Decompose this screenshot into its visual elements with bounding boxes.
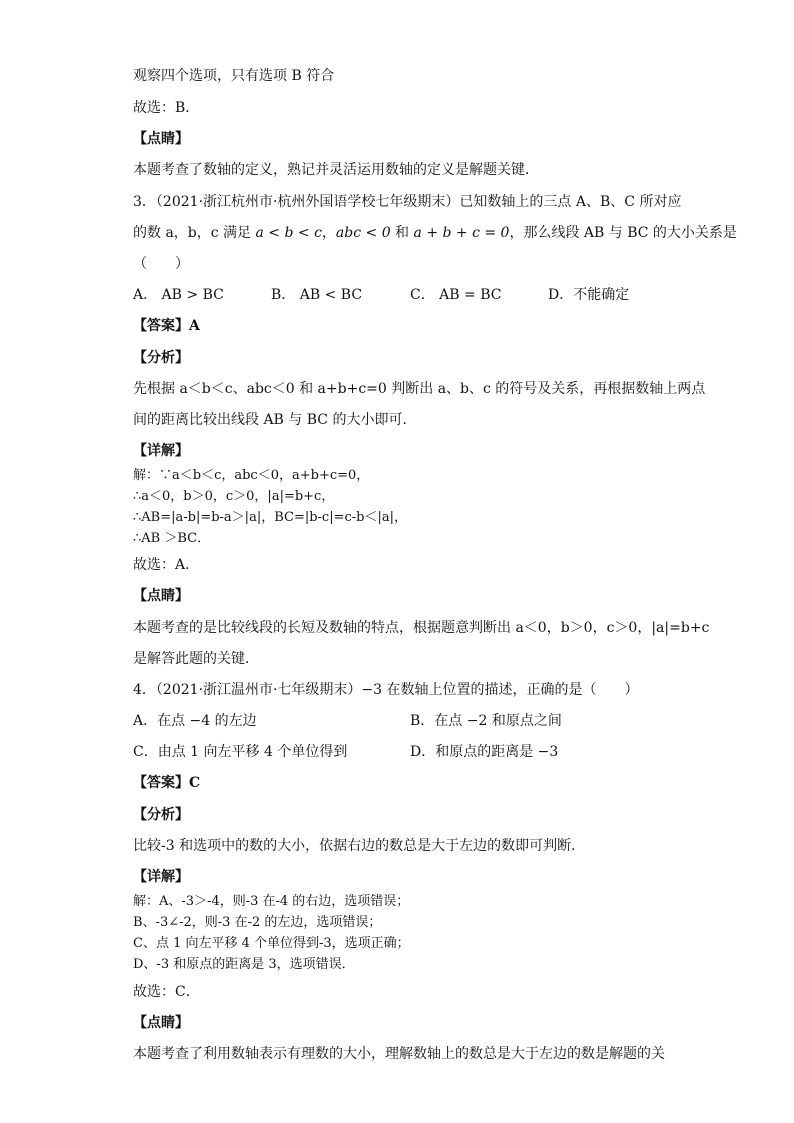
section-tag-dianjing: 【点睛】 [133, 131, 189, 147]
solution-line: ∴AB=|a-b|=b-a＞|a|，BC=|b-c|=c-b＜|a|， [133, 510, 407, 525]
solution-line: ∴a＜0，b＞0，c＞0，|a|=b+c， [133, 489, 335, 504]
option-d: D．不能确定 [548, 287, 630, 303]
solution-line: D、-3 和原点的距离是 3，选项错误． [133, 957, 355, 972]
solution-line: 故选：A． [133, 557, 200, 573]
section-tag-xiangjie: 【详解】 [133, 869, 189, 885]
comment-line: 本题考查的是比较线段的长短及数轴的特点，根据题意判断出 a＜0，b＞0，c＞0，|a|=b+c [133, 620, 710, 636]
question-4-stem: 4．（2021·浙江温州市·七年级期末）−3 在数轴上位置的描述，正确的是（ ） [133, 682, 639, 698]
analysis-line: 比较-3 和选项中的数的大小，依据右边的数总是大于左边的数即可判断． [133, 838, 586, 854]
solution-line: ∴AB ＞BC． [133, 531, 211, 546]
option-a: A． AB > BC [133, 287, 224, 303]
solution-line: B、-3∠-2，则-3 在-2 的左边，选项错误； [133, 915, 382, 930]
section-tag-xiangjie: 【详解】 [133, 443, 189, 459]
question-3-stem-line2 [133, 223, 737, 243]
option-b: B．在点 −2 和原点之间 [410, 713, 562, 729]
comment-line: 是解答此题的关键． [133, 651, 259, 667]
section-tag-answer: 【答案】C [133, 775, 201, 791]
separator: 和 [390, 225, 414, 241]
question-3-stem: 3．（2021·浙江杭州市·杭州外国语学校七年级期末）已知数轴上的三点 A、B、C 所对应 [133, 194, 682, 210]
solution-line: 故选：C． [133, 984, 200, 1000]
section-tag-fenxi: 【分析】 [133, 807, 189, 823]
solution-line: 解：A、-3＞-4，则-3 在-4 的右边，选项错误； [133, 894, 410, 909]
analysis-line: 先根据 a＜b＜c、abc＜0 和 a+b+c=0 判断出 a、b、c 的符号及关系，再根据数轴上两点 [133, 381, 706, 397]
section-tag-answer: 【答案】A [133, 318, 200, 334]
comment-line: 本题考查了利用数轴表示有理数的大小，理解数轴上的数总是大于左边的数是解题的关 [133, 1046, 665, 1062]
solution-line: 解：∵a＜b＜c，abc＜0，a+b+c=0， [133, 468, 370, 483]
solution-line: C、点 1 向左平移 4 个单位得到-3，选项正确； [133, 936, 410, 951]
option-c: C． AB = BC [410, 287, 502, 303]
analysis-line: 间的距离比较出线段 AB 与 BC 的大小即可． [133, 412, 417, 428]
math-condition: a < b < c [255, 225, 322, 241]
math-condition: a + b + c = 0 [413, 225, 510, 241]
section-tag-dianjing: 【点睛】 [133, 588, 189, 604]
text-line: 故选：B． [133, 100, 200, 116]
stem-text: ，那么线段 AB 与 BC 的大小关系是 [509, 225, 737, 241]
option-c: C．由点 1 向左平移 4 个单位得到 [133, 744, 348, 760]
answer-bracket: （ ） [133, 256, 189, 272]
option-a: A．在点 −4 的左边 [133, 713, 257, 729]
section-tag-fenxi: 【分析】 [133, 350, 189, 366]
text-line: 本题考查了数轴的定义，熟记并灵活运用数轴的定义是解题关键． [133, 162, 539, 178]
stem-text: 的数 a，b，c 满足 [133, 225, 256, 241]
text-line: 观察四个选项，只有选项 B 符合 [133, 68, 335, 84]
separator: ， [321, 225, 336, 241]
math-condition: abc < 0 [335, 225, 391, 241]
option-b: B． AB < BC [271, 287, 363, 303]
section-tag-dianjing: 【点睛】 [133, 1015, 189, 1031]
option-d: D．和原点的距离是 −3 [410, 744, 559, 760]
